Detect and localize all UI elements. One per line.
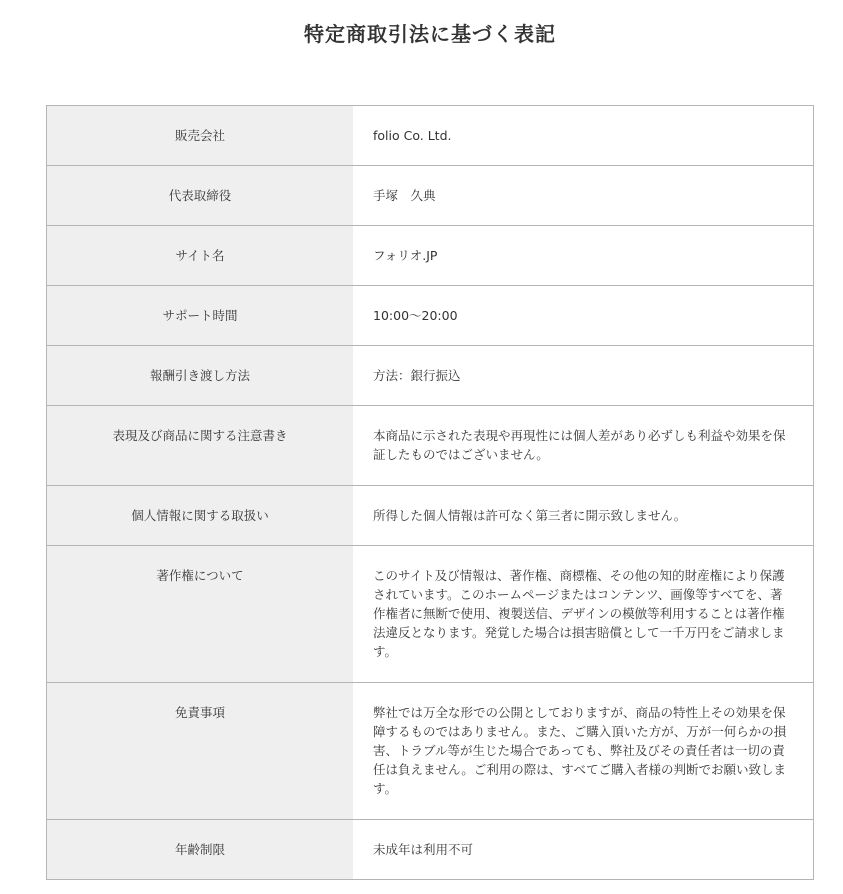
row-value-copyright: このサイト及び情報は、著作権、商標権、その他の知的財産権により保護されています。このホームページまたはコンテンツ、画像等すべてを、著作権者に無断で使用、複製送信、デザインの模倣等利用することは著作権法違反となります。発覚した場合は損害賠償として一千万円をご請求します。 [373, 568, 785, 659]
row-value-seller: folio Co. Ltd. [373, 128, 452, 143]
table-row-site-name [47, 226, 814, 286]
row-label-payment-method: 報酬引き渡し方法 [149, 368, 250, 383]
row-label-age-limit: 年齢制限 [174, 842, 225, 857]
row-value-site-name: フォリオ.JP [373, 248, 438, 263]
table-row-privacy [47, 486, 814, 546]
row-label-disclaimer-expression: 表現及び商品に関する注意書き [112, 428, 288, 443]
row-label-copyright: 著作権について [156, 568, 244, 583]
table-row-disclaimer-expression [47, 406, 814, 486]
row-label-liability: 免責事項 [174, 705, 225, 720]
row-value-representative: 手塚 久典 [373, 188, 436, 203]
row-value-privacy: 所得した個人情報は許可なく第三者に開示致しません。 [373, 508, 687, 523]
row-value-age-limit: 未成年は利用不可 [373, 842, 474, 857]
row-value-support-hours: 10:00〜20:00 [373, 308, 458, 323]
row-label-privacy: 個人情報に関する取扱い [131, 508, 269, 523]
table-row-age-limit [47, 820, 814, 880]
row-label-site-name: サイト名 [175, 248, 225, 263]
table-row-liability [47, 683, 814, 820]
table-row-copyright [47, 546, 814, 683]
row-value-disclaimer-expression: 本商品に示された表現や再現性には個人差があり必ずしも利益や効果を保証したものではございません。 [373, 428, 786, 462]
table-row-support-hours [47, 286, 814, 346]
legal-notice-table [46, 105, 814, 880]
page-title: 特定商取引法に基づく表記 [304, 22, 556, 46]
legal-table-container [46, 105, 814, 880]
row-label-seller: 販売会社 [174, 128, 225, 143]
table-row-seller [47, 106, 814, 166]
row-value-payment-method: 方法：銀行振込 [373, 368, 461, 383]
table-row-payment-method [47, 346, 814, 406]
table-row-representative [47, 166, 814, 226]
row-label-support-hours: サポート時間 [162, 308, 238, 323]
row-value-liability: 弊社では万全な形での公開としておりますが、商品の特性上その効果を保障するものではありません。また、ご購入頂いた方が、万が一何らかの損害、トラブル等が生じた場合であっても、弊社及びその責任者は一切の責任は負えません。ご利用の際は、すべてご購入者様の判断でお願い致します。 [373, 705, 787, 796]
row-label-representative: 代表取締役 [168, 188, 232, 203]
